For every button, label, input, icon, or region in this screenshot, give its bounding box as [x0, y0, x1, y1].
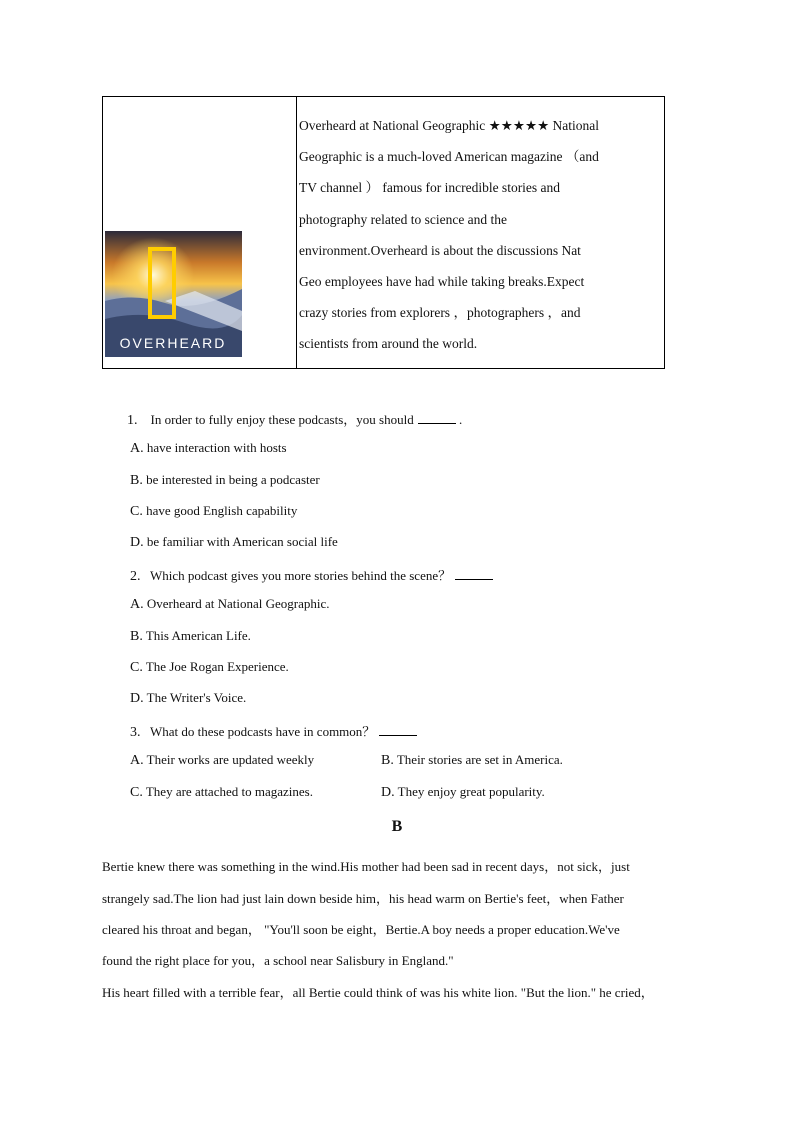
description-line: environment.Overheard is about the discussions Nat	[299, 242, 581, 258]
description-line: Geo employees have had while taking breaks.Expect	[299, 274, 585, 290]
answer-blank[interactable]	[455, 569, 493, 580]
option-text: Their stories are set in America.	[396, 752, 563, 767]
description-line: crazy stories from explorers ，photographers ，and	[299, 305, 581, 321]
answer-blank[interactable]	[379, 725, 417, 736]
passage-line: strangely sad.The lion had just lain down beside him，his head warm on Bertie's feet，when Father	[102, 891, 624, 906]
question-3	[130, 721, 417, 741]
option-label: B.	[381, 753, 394, 768]
table-divider	[296, 97, 297, 368]
description-line: photography related to science and the	[299, 211, 508, 227]
option-label: D.	[130, 691, 144, 706]
option-text: They enjoy great popularity.	[397, 784, 545, 799]
option-text: have good English capability	[146, 503, 298, 518]
option-text: Overheard at National Geographic.	[146, 596, 330, 611]
section-title: B	[391, 818, 403, 835]
option-label: A.	[130, 753, 144, 768]
podcast-description	[299, 97, 661, 360]
option-label: D.	[381, 785, 395, 800]
overheard-logo-image	[105, 231, 242, 357]
option-2c[interactable]	[130, 659, 289, 676]
question-text: Which podcast gives you more stories behind the scene？	[150, 568, 452, 583]
option-text: have interaction with hosts	[146, 440, 287, 455]
question-2	[130, 565, 493, 585]
option-text: They are attached to magazines.	[145, 784, 313, 799]
overheard-logo	[105, 231, 242, 357]
option-1c[interactable]	[130, 503, 297, 520]
option-1d[interactable]	[130, 534, 338, 551]
question-text: What do these podcasts have in common？	[150, 724, 376, 739]
question-number: 3.	[130, 725, 141, 740]
question-text: In order to fully enjoy these podcasts，you should	[150, 412, 414, 427]
question-number: 2.	[130, 569, 141, 584]
option-3d[interactable]	[381, 784, 545, 801]
option-1a[interactable]	[130, 440, 287, 457]
option-text: be interested in being a podcaster	[146, 472, 320, 487]
option-2a[interactable]	[130, 596, 330, 613]
option-2b[interactable]	[130, 628, 251, 645]
option-1b[interactable]	[130, 472, 320, 489]
passage-line: His heart filled with a terrible fear，all Bertie could think of was his white lion. "But the lion." he cried，	[102, 985, 654, 1000]
option-label: A.	[130, 441, 144, 456]
option-text: Their works are updated weekly	[146, 752, 315, 767]
option-3c[interactable]	[130, 784, 313, 801]
option-2d[interactable]	[130, 690, 246, 707]
description-line: Geographic is a much-loved American magazine （and	[299, 149, 599, 165]
option-label: A.	[130, 597, 144, 612]
overheard-logo-text: OVERHEARD	[119, 335, 227, 351]
option-label: B.	[130, 629, 143, 644]
description-line: scientists from around the world.	[299, 336, 478, 352]
option-label: C.	[130, 785, 143, 800]
passage-line: Bertie knew there was something in the wind.His mother had been sad in recent days，not sick，just	[102, 859, 630, 874]
answer-blank[interactable]	[418, 413, 456, 424]
description-line: TV channel ） famous for incredible stories and	[299, 180, 561, 196]
option-text: be familiar with American social life	[146, 534, 338, 549]
question-end: .	[458, 412, 463, 427]
option-label: C.	[130, 660, 143, 675]
passage-line: found the right place for you，a school near Salisbury in England."	[102, 953, 454, 968]
option-3b[interactable]	[381, 752, 563, 769]
option-text: The Joe Rogan Experience.	[145, 659, 289, 674]
question-1	[127, 409, 462, 429]
option-text: This American Life.	[145, 628, 251, 643]
option-label: B.	[130, 473, 143, 488]
passage-line: cleared his throat and began， "You'll soon be eight，Bertie.A boy needs a proper education.We've	[102, 922, 620, 937]
podcast-table	[102, 96, 665, 369]
option-label: C.	[130, 504, 143, 519]
option-text: The Writer's Voice.	[146, 690, 247, 705]
description-line: Overheard at National Geographic ★★★★★ National	[299, 118, 600, 133]
option-label: D.	[130, 535, 144, 550]
question-number: 1.	[127, 413, 138, 428]
option-3a[interactable]	[130, 752, 314, 769]
